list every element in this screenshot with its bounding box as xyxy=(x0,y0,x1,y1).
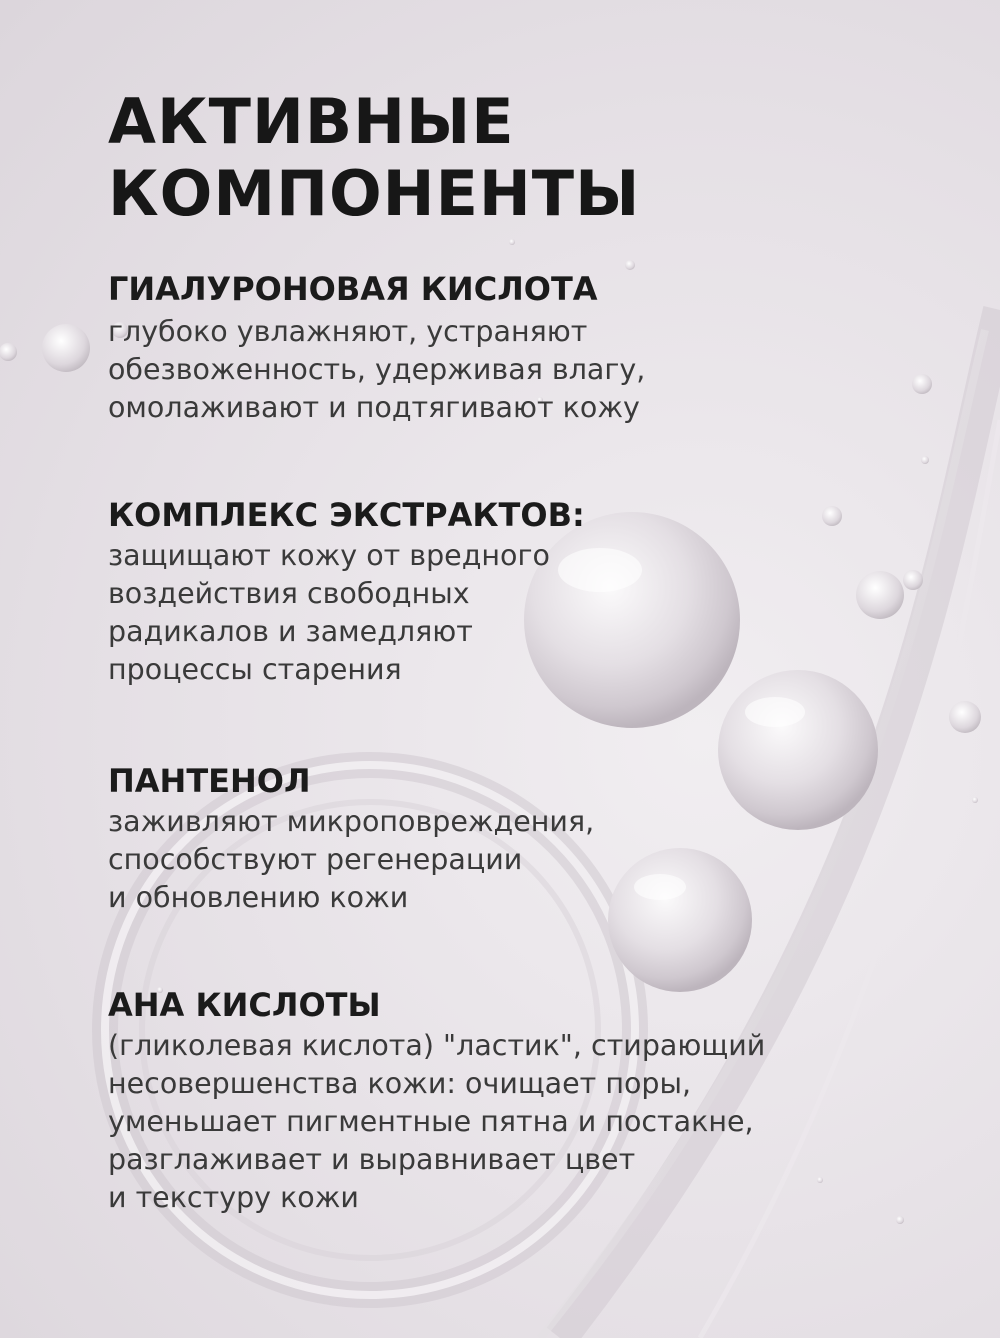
section-text-line: заживляют микроповреждения, xyxy=(108,805,595,838)
section-text-line: (гликолевая кислота) "ластик", стирающий xyxy=(108,1029,766,1062)
section-text-line: глубоко увлажняют, устраняют xyxy=(108,315,588,348)
section-text-line: воздействия свободных xyxy=(108,577,470,610)
section-text-line: защищают кожу от вредного xyxy=(108,539,550,572)
section-text-line: омолаживают и подтягивают кожу xyxy=(108,391,640,424)
section-heading: ГИАЛУРОНОВАЯ КИСЛОТА xyxy=(108,270,598,308)
page-title-line-2: КОМПОНЕНТЫ xyxy=(108,157,641,230)
section-heading: АНА КИСЛОТЫ xyxy=(108,986,381,1024)
page-title-line-1: АКТИВНЫЕ xyxy=(108,85,515,158)
section-text-line: обезвоженность, удерживая влагу, xyxy=(108,353,646,386)
section-text-line: несовершенства кожи: очищает поры, xyxy=(108,1067,692,1100)
section-text-line: процессы старения xyxy=(108,653,402,686)
section-heading: ПАНТЕНОЛ xyxy=(108,762,311,800)
section-text-line: способствуют регенерации xyxy=(108,843,523,876)
section-text-line: радикалов и замедляют xyxy=(108,615,473,648)
section-text-line: уменьшает пигментные пятна и постакне, xyxy=(108,1105,754,1138)
section-heading: КОМПЛЕКС ЭКСТРАКТОВ: xyxy=(108,496,585,534)
section-text-line: и обновлению кожи xyxy=(108,881,409,914)
section-text-line: и текстуру кожи xyxy=(108,1181,359,1214)
section-text-line: разглаживает и выравнивает цвет xyxy=(108,1143,636,1176)
